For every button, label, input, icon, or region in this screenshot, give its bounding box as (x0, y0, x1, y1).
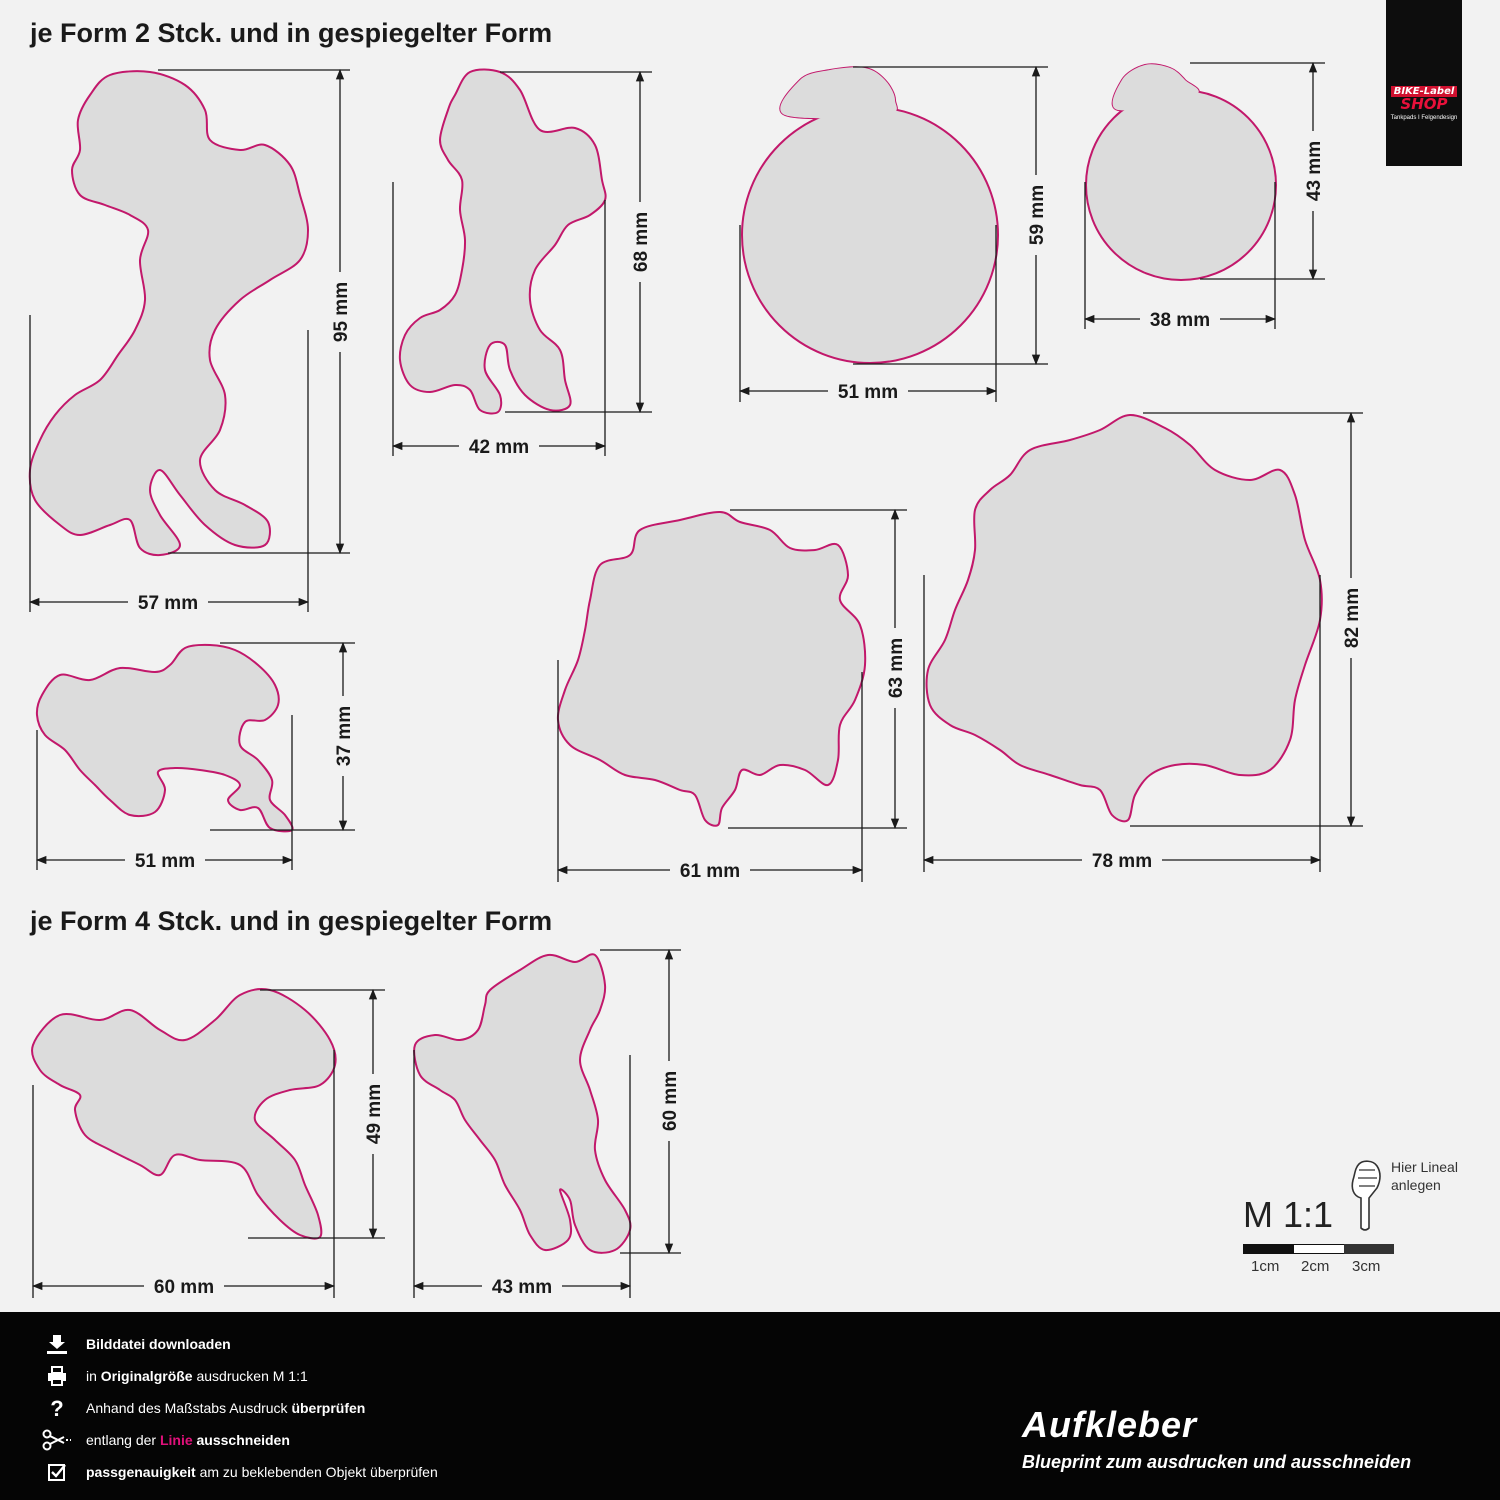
bike-label-shop-logo (1386, 0, 1462, 166)
height-label: 63 mm (886, 637, 907, 699)
ruler-hint-line1: Hier Lineal (1391, 1159, 1458, 1175)
scale-label-1cm: 1cm (1251, 1258, 1280, 1275)
width-label: 78 mm (1091, 851, 1153, 872)
scale-segment-3cm (1344, 1244, 1394, 1254)
width-label: 57 mm (137, 593, 199, 614)
checkbox-icon (40, 1462, 74, 1482)
printer-icon (40, 1365, 74, 1387)
height-label: 49 mm (364, 1083, 385, 1145)
instruction-step (40, 1332, 231, 1356)
scale-label-2cm: 2cm (1301, 1258, 1330, 1275)
ruler-hint (1391, 1158, 1491, 1194)
cut-outline (558, 512, 865, 826)
download-icon (40, 1333, 74, 1355)
logo-line2: SHOP (1400, 94, 1448, 113)
shape-splash-tall-4x (414, 954, 630, 1253)
width-label: 42 mm (468, 437, 530, 458)
width-label: 38 mm (1149, 310, 1211, 331)
pointing-hand-icon (1347, 1154, 1387, 1234)
width-label: 51 mm (134, 851, 196, 872)
cut-outline (927, 415, 1322, 821)
cut-outline (30, 71, 308, 555)
cut-outline-cover (780, 67, 897, 118)
shape-blob-medium (558, 512, 865, 826)
scale-ruler (1243, 1150, 1458, 1290)
cut-outline-circle (1086, 90, 1276, 280)
shape-splash-large-tall (30, 71, 308, 555)
logo-line3: Tankpads I Felgendesign (1390, 114, 1458, 121)
instruction-step (40, 1364, 308, 1388)
cut-outline (400, 69, 606, 413)
height-label: 37 mm (334, 705, 355, 767)
ruler-hint-line2: anlegen (1391, 1177, 1441, 1193)
section-heading-4-pieces: je Form 4 Stck. und in gespiegelter Form (30, 906, 553, 936)
logo-line1: BIKE-Label (1391, 86, 1458, 97)
instruction-step (40, 1428, 290, 1452)
height-label: 95 mm (331, 281, 352, 343)
instruction-text: Anhand des Maßstabs Ausdruck überprüfen (86, 1400, 366, 1416)
instruction-step (40, 1396, 365, 1420)
shape-splash-wide-4x (32, 989, 336, 1239)
section-heading-2-pieces: je Form 2 Stck. und in gespiegelter Form (30, 18, 553, 48)
width-label: 43 mm (491, 1277, 553, 1298)
cut-outline (32, 989, 336, 1239)
cut-outline-circle (742, 107, 998, 363)
shape-round-drop-large (742, 67, 998, 363)
scale-segment-1cm (1243, 1244, 1293, 1254)
width-label: 61 mm (679, 861, 741, 882)
instruction-text: passgenauigkeit am zu beklebenden Objekt überprüfen (86, 1464, 438, 1480)
width-label: 51 mm (837, 382, 899, 403)
scale-label-3cm: 3cm (1352, 1258, 1381, 1275)
height-label: 43 mm (1304, 140, 1325, 202)
cut-outline (414, 954, 630, 1253)
question-icon (40, 1396, 74, 1420)
shape-blob-large (927, 415, 1322, 821)
svg-text:?: ? (50, 1396, 64, 1420)
height-label: 82 mm (1342, 587, 1363, 649)
instruction-text: in Originalgröße ausdrucken M 1:1 (86, 1368, 308, 1384)
height-label: 59 mm (1027, 184, 1048, 246)
shape-round-drop-small (1086, 64, 1276, 280)
instruction-text: entlang der Linie ausschneiden (86, 1432, 290, 1448)
instruction-step (40, 1460, 438, 1484)
brand-title: Aufkleber (1022, 1404, 1198, 1445)
shape-splash-medium-tall (400, 69, 606, 413)
scale-title: M 1:1 (1243, 1194, 1334, 1235)
width-label: 60 mm (153, 1277, 215, 1298)
scale-segment-2cm (1293, 1244, 1345, 1254)
shape-splash-small-wide (37, 645, 293, 831)
cut-outline (37, 645, 293, 831)
instruction-text: Bilddatei downloaden (86, 1336, 231, 1352)
height-label: 68 mm (631, 211, 652, 273)
brand-subtitle: Blueprint zum ausdrucken und ausschneiden (1022, 1452, 1412, 1472)
height-label: 60 mm (660, 1070, 681, 1132)
scissors-icon (40, 1429, 74, 1451)
